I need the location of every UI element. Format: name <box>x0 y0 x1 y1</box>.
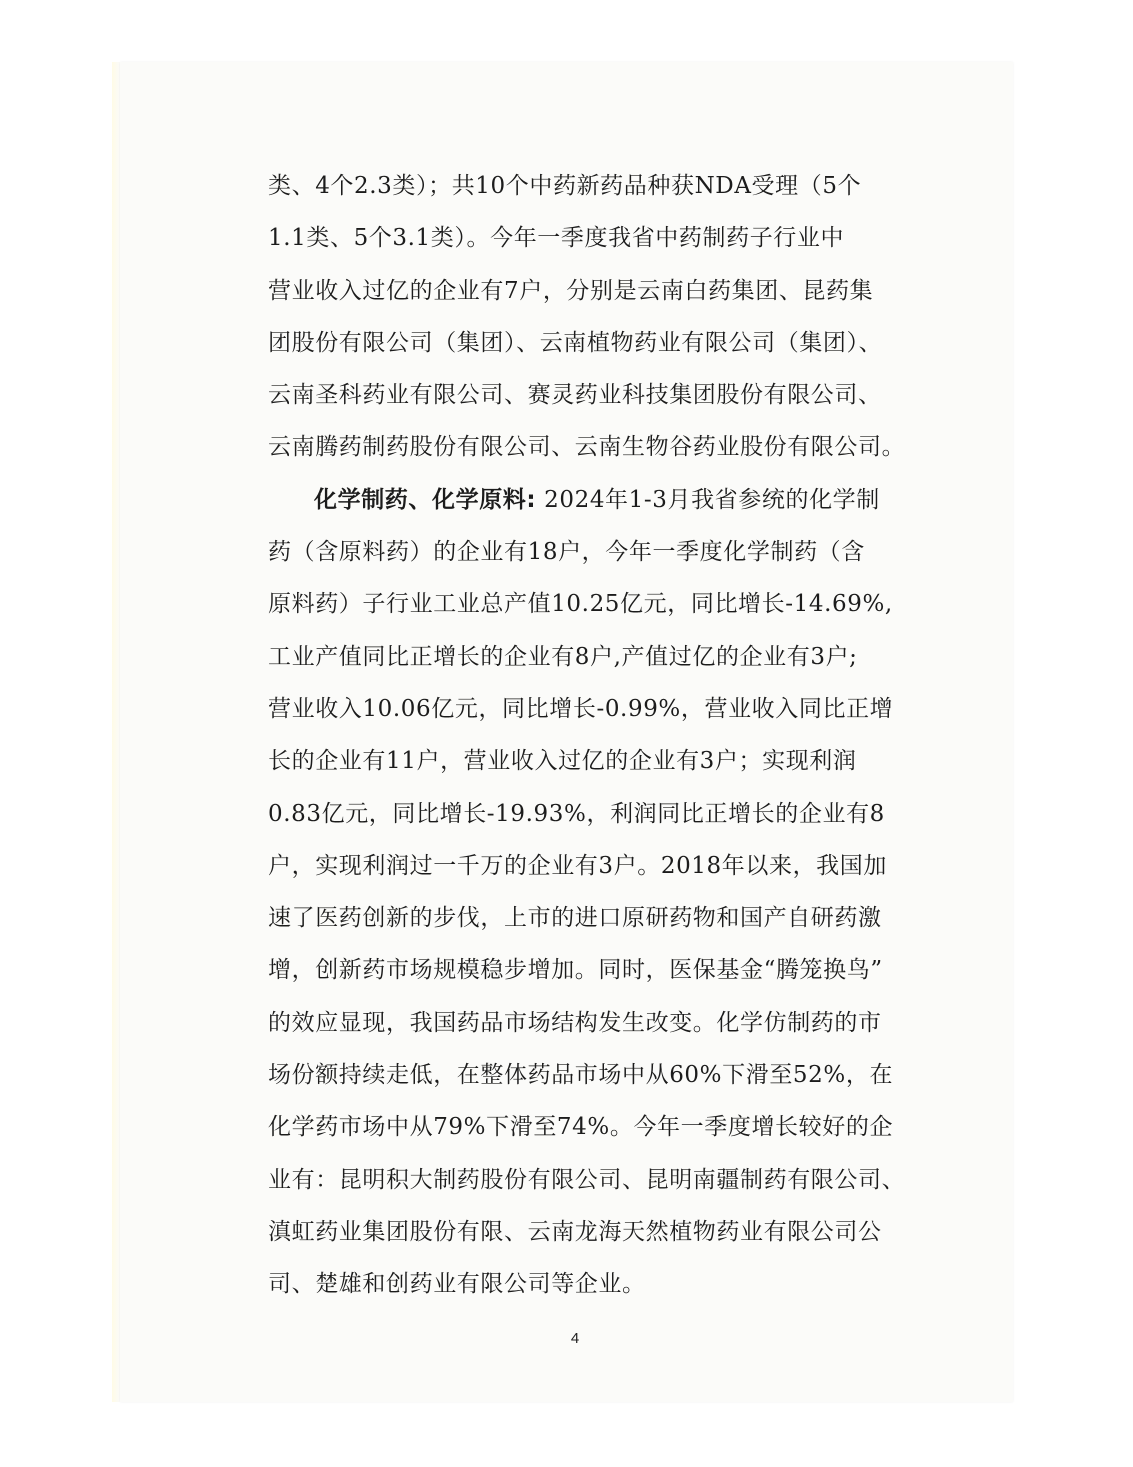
section-heading: 化学制药、化学原料: <box>314 486 537 513</box>
paragraph2-line-16: 司、楚雄和创药业有限公司等企业。 <box>268 1271 646 1298</box>
paragraph1-line-6: 云南腾药制药股份有限公司、云南生物谷药业股份有限公司。 <box>268 434 906 461</box>
page-number: 4 <box>570 1330 580 1347</box>
paragraph1-line-5: 云南圣科药业有限公司、赛灵药业科技集团股份有限公司、 <box>268 382 882 409</box>
paragraph2-line-5: 营业收入10.06亿元，同比增长-0.99%，营业收入同比正增 <box>268 695 894 722</box>
page-edge <box>112 62 120 1402</box>
paragraph2-line-9: 速了医药创新的步伐，上市的进口原研药物和国产自研药激 <box>268 905 882 932</box>
paragraph2-line-14: 业有：昆明积大制药股份有限公司、昆明南疆制药有限公司、 <box>268 1166 906 1193</box>
paragraph2-line-13: 化学药市场中从79%下滑至74%。今年一季度增长较好的企 <box>268 1114 894 1141</box>
document-body <box>268 160 928 1311</box>
paragraph2-line-3: 原料药）子行业工业总产值10.25亿元，同比增长-14.69%, <box>268 591 893 618</box>
paragraph2-first-line <box>268 474 928 526</box>
paragraph2-line-10: 增，创新药市场规模稳步增加。同时，医保基金“腾笼换鸟” <box>268 957 883 984</box>
paragraph2-line-2: 药（含原料药）的企业有18户，今年一季度化学制药（含 <box>268 539 865 566</box>
paragraph2-line-15: 滇虹药业集团股份有限、云南龙海天然植物药业有限公司公 <box>268 1218 882 1245</box>
paragraph2-line-7: 0.83亿元，同比增长-19.93%，利润同比正增长的企业有8 <box>268 800 885 827</box>
paragraph1-line-2: 1.1类、5个3.1类）。今年一季度我省中药制药子行业中 <box>268 225 845 252</box>
paragraph2-line-6: 长的企业有11户，营业收入过亿的企业有3户；实现利润 <box>268 748 857 775</box>
paragraph1-line-1: 类、4个2.3类）；共10个中药新药品种获NDA受理（5个 <box>268 173 862 199</box>
paragraph2-line-11: 的效应显现，我国药品市场结构发生改变。化学仿制药的市 <box>268 1009 882 1036</box>
paragraph1-line-3: 营业收入过亿的企业有7户，分别是云南白药集团、昆药集 <box>268 277 874 304</box>
paragraph2-first-line-text: 2024年1-3月我省参统的化学制 <box>536 486 880 513</box>
paragraph2-line-4: 工业产值同比正增长的企业有8户,产值过亿的企业有3户; <box>268 643 858 670</box>
paragraph2-line-12: 场份额持续走低，在整体药品市场中从60%下滑至52%，在 <box>268 1062 894 1089</box>
paragraph2-line-8: 户，实现利润过一千万的企业有3户。2018年以来，我国加 <box>268 852 887 879</box>
paragraph1-line-4: 团股份有限公司（集团）、云南植物药业有限公司（集团）、 <box>268 329 883 356</box>
